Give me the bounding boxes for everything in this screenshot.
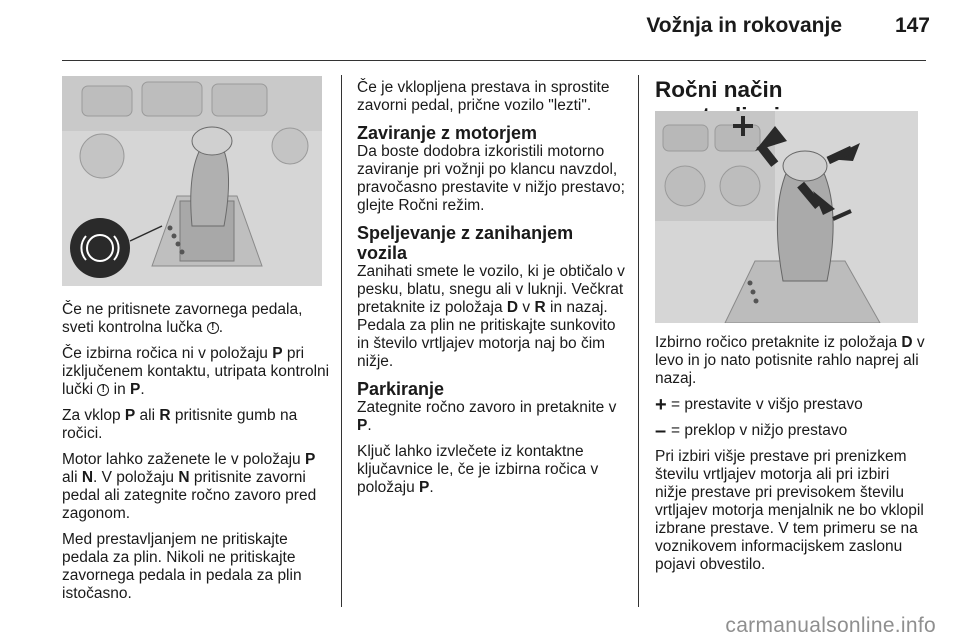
page-number: 147 — [894, 14, 930, 37]
plus-icon: + — [655, 394, 667, 416]
section-title: Vožnja in rokovanje — [646, 14, 842, 37]
heading-manual-mode: Ročni način — [655, 77, 783, 102]
paragraph-rocking: Zanihati smete le vozilo, ki je obtičalo v pesku, blatu, snegu ali v luknji. Večkrat pretaknite iz položaja D v R in nazaj. Pedala za plin ne pritiskajte sunkovito in število vrtljajev motorja naj bo čim nižje. — [357, 263, 625, 370]
paragraph-key: Ključ lahko izvlečete iz kontaktne ključavnice le, če je izbirna ročica v položaju P. — [357, 443, 599, 496]
heading-engine-braking: Zaviranje z motorjem — [357, 123, 538, 143]
paragraph-engine-start: Motor lahko zaženete le v položaju P ali N. V položaju N pritisnite zavorni pedal ali zategnite ročno zavoro pred zagonom. — [62, 451, 317, 522]
brake-warning-lamp-icon — [207, 322, 219, 334]
column-divider-right — [638, 75, 639, 607]
gear-selector-illustration — [62, 76, 322, 286]
paragraph-brake-lamp: Če ne pritisnete zavornega pedala, sveti kontrolna lučka !. — [62, 301, 332, 337]
column-1 — [62, 301, 332, 611]
manual-mode-illustration — [655, 111, 918, 323]
heading-parking: Parkiranje — [357, 379, 445, 399]
heading-rocking: Speljevanje z zanihanjem vozila — [357, 223, 574, 263]
column-3-text — [655, 334, 925, 582]
manual-mode-figure — [655, 111, 918, 323]
paragraph-pedals: Med prestavljanjem ne pritiskajte pedala za plin. Nikoli ne pritiskajte zavornega pedala in pedala za plin istočasno. — [62, 531, 302, 602]
paragraph-button: Za vklop P ali R pritisnite gumb na ročici. — [62, 407, 298, 442]
gear-selector-figure — [62, 76, 322, 286]
column-2 — [357, 79, 627, 505]
column-divider-left — [341, 75, 342, 607]
legend-downshift: – = preklop v nižjo prestavo — [655, 420, 848, 442]
legend-upshift: + = prestavite v višjo prestavo — [655, 394, 863, 416]
brake-warning-lamp-icon — [97, 384, 109, 396]
paragraph-ignition-off: Če izbirna ročica ni v položaju P pri izključenem kontaktu, utripata kontrolni lučki ! in P. — [62, 345, 332, 399]
paragraph-rev-limits: Pri izbiri višje prestave pri prenizkem številu vrtljajev motorja ali pri izbiri nižje prestave pri previsokem številu vrtljajev motorja menjalnik ne bo vklopil izbrane prestave. V tem primeru se na voznikovem informacijskem zaslonu pojavi obvestilo. — [655, 448, 924, 573]
paragraph-creep: Če je vklopljena prestava in sprostite zavorni pedal, prične vozilo "lezti". — [357, 79, 610, 114]
paragraph-manual-instructions: Izbirno ročico pretaknite iz položaja D v levo in jo nato potisnite rahlo naprej ali nazaj. — [655, 334, 925, 387]
watermark: carmanualsonline.info — [725, 614, 936, 637]
paragraph-parking: Zategnite ročno zavoro in pretaknite v P. — [357, 399, 617, 434]
paragraph-engine-braking: Da boste dodobra izkoristili motorno zaviranje pri vožnji po klancu navzdol, pravočasno prestavite v nižjo prestavo; glejte Ročni režim. — [357, 143, 625, 214]
header-rule — [62, 60, 926, 61]
minus-icon: – — [655, 420, 667, 442]
